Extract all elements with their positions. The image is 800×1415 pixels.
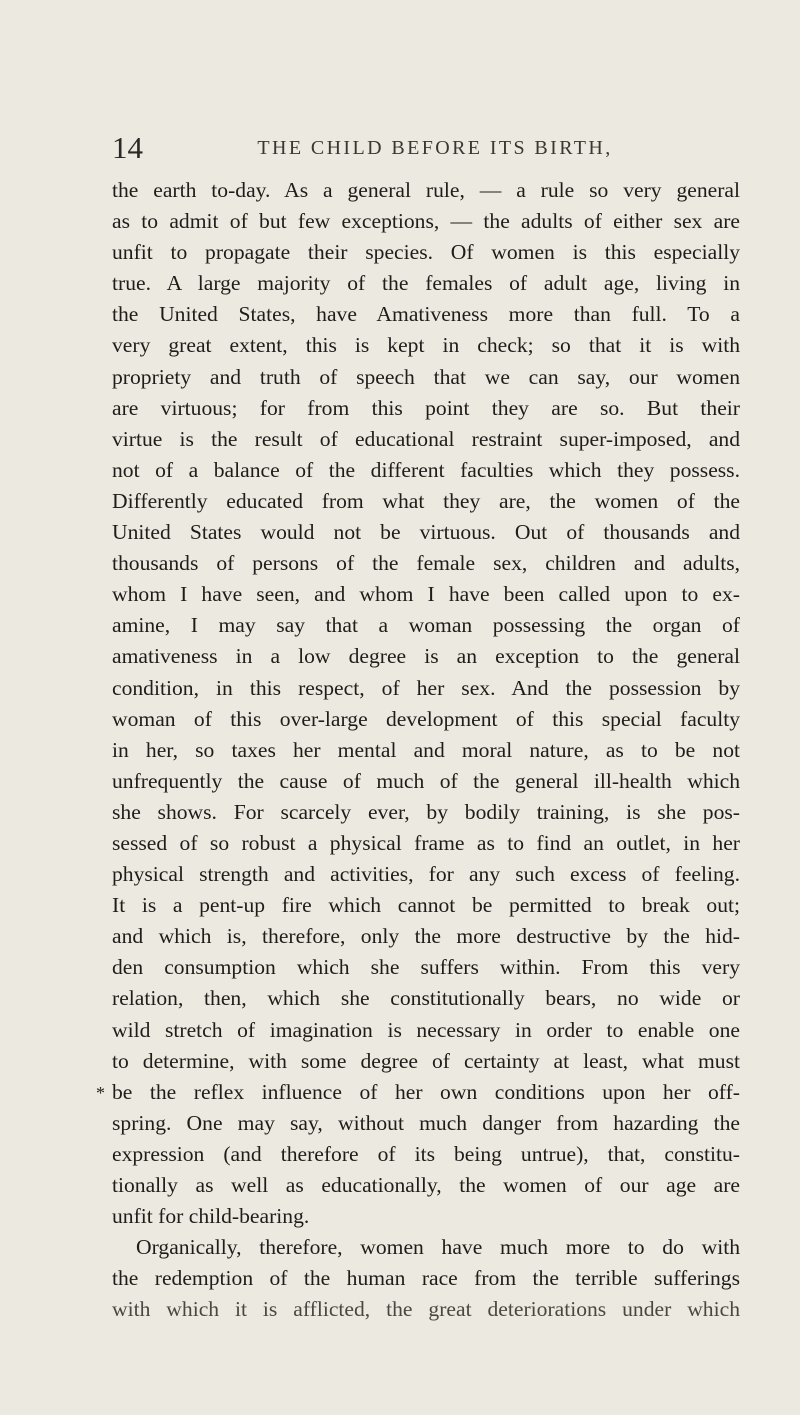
text-line: It is a pent-up fire which cannot be permitted to break out;: [112, 893, 740, 918]
text-line: unfit for child-bearing.: [112, 1204, 310, 1229]
text-line: United States would not be virtuous. Out of thousands and: [112, 520, 740, 545]
text-line: in her, so taxes her mental and moral nature, as to be not: [112, 737, 740, 762]
text-line: den consumption which she suffers within. From this very: [112, 955, 740, 980]
text-line: woman of this over-large development of this special faculty: [112, 706, 740, 731]
text-line: unfrequently the cause of much of the general ill-health which: [112, 768, 740, 793]
text-line: thousands of persons of the female sex, children and adults,: [112, 551, 740, 576]
text-line: true. A large majority of the females of adult age, living in: [112, 271, 740, 296]
text-line: Differently educated from what they are, the women of the: [112, 488, 740, 513]
text-line: Organically, therefore, women have much more to do with: [136, 1235, 740, 1260]
text-line: the earth to-day. As a general rule, — a rule so very general: [112, 178, 740, 202]
running-head: THE CHILD BEFORE ITS BIRTH,: [257, 137, 613, 159]
text-line: amativeness in a low degree is an exception to the general: [112, 644, 740, 669]
text-line: amine, I may say that a woman possessing the organ of: [112, 613, 740, 638]
text-line: wild stretch of imagination is necessary in order to enable one: [112, 1017, 740, 1042]
text-line: sessed of so robust a physical frame as to find an outlet, in her: [112, 830, 740, 855]
text-line: propriety and truth of speech that we can say, our women: [112, 364, 740, 389]
text-line: the United States, have Amativeness more than full. To a: [112, 302, 740, 327]
text-line: tionally as well as educationally, the women of our age are: [112, 1173, 740, 1197]
text-line: unfit to propagate their species. Of women is this especially: [112, 240, 740, 265]
page-header: [112, 128, 738, 168]
text-line: she shows. For scarcely ever, by bodily training, is she pos-: [112, 799, 740, 824]
text-line: are virtuous; for from this point they are so. But their: [112, 395, 740, 420]
text-line: be the reflex influence of her own conditions upon her off-: [112, 1079, 740, 1104]
text-line: whom I have seen, and whom I have been called upon to ex-: [112, 582, 740, 607]
text-line: virtue is the result of educational restraint super-imposed, and: [112, 426, 740, 451]
page-number: 14: [112, 130, 143, 165]
text-line: not of a balance of the different faculties which they possess.: [112, 457, 740, 482]
text-line: physical strength and activities, for any such excess of feeling.: [112, 862, 740, 887]
text-line: relation, then, which she constitutionally bears, no wide or: [112, 986, 740, 1011]
text-line: to determine, with some degree of certainty at least, what must: [112, 1048, 740, 1073]
text-line: expression (and therefore of its being untrue), that, constitu-: [112, 1141, 740, 1166]
text-line: the redemption of the human race from the terrible sufferings: [112, 1266, 740, 1291]
text-line: and which is, therefore, only the more destructive by the hid-: [112, 924, 740, 949]
text-line: spring. One may say, without much danger from hazarding the: [112, 1110, 740, 1135]
text-line: very great extent, this is kept in check; so that it is with: [112, 333, 740, 358]
text-line: with which it is afflicted, the great deteriorations under which: [112, 1297, 740, 1322]
margin-mark: *: [96, 1083, 105, 1103]
body-text: [112, 175, 740, 1325]
text-line: as to admit of but few exceptions, — the adults of either sex are: [112, 209, 740, 234]
text-line: condition, in this respect, of her sex. And the possession by: [112, 675, 740, 700]
